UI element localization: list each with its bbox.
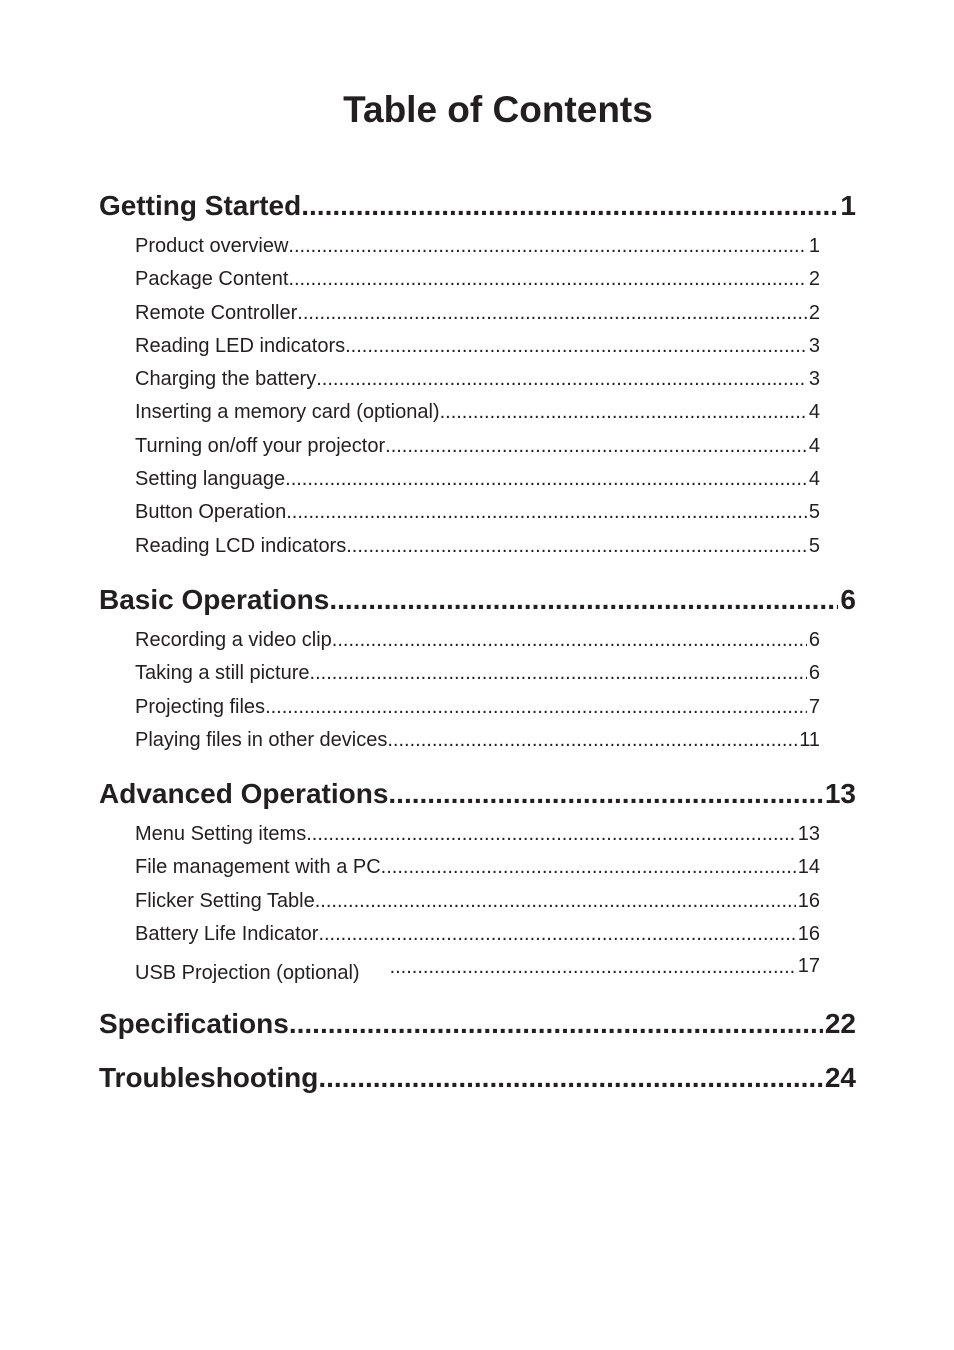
toc-item[interactable]	[135, 885, 820, 918]
dot-leader	[265, 691, 807, 724]
dot-leader	[310, 657, 807, 690]
item-label: Remote Controller	[135, 301, 298, 324]
dot-leader	[385, 430, 807, 463]
section-page-number: 6	[840, 583, 856, 615]
item-label: Turning on/off your projector	[135, 434, 386, 457]
toc-section-getting-started[interactable]	[99, 182, 856, 230]
toc-item[interactable]	[135, 818, 820, 851]
dot-leader	[301, 182, 838, 230]
toc-section-advanced-operations[interactable]	[99, 770, 856, 818]
toc-item[interactable]	[135, 691, 820, 724]
toc-item[interactable]	[135, 396, 820, 429]
dot-leader	[329, 576, 838, 624]
item-label: Inserting a memory card (optional)	[135, 401, 440, 424]
item-label: Battery Life Indicator	[135, 923, 319, 946]
item-page-number: 2	[808, 301, 820, 324]
item-page-number: 14	[797, 856, 820, 879]
dot-leader	[315, 885, 796, 918]
item-page-number: 13	[797, 823, 820, 846]
dot-leader	[289, 1000, 823, 1048]
toc-section-specifications[interactable]	[99, 1000, 856, 1048]
dot-leader	[345, 330, 807, 363]
dot-leader	[381, 851, 796, 884]
dot-leader	[286, 496, 807, 529]
toc-item[interactable]	[135, 530, 820, 563]
item-label: Recording a video clip	[135, 628, 332, 651]
dot-leader	[316, 363, 807, 396]
item-page-number: 5	[808, 534, 820, 557]
item-page-number: 11	[799, 728, 820, 751]
item-label: File management with a PC	[135, 856, 381, 879]
toc-item[interactable]	[135, 951, 820, 987]
toc-item[interactable]	[135, 496, 820, 529]
toc-sublist-getting-started	[135, 230, 820, 563]
item-page-number: 4	[808, 434, 820, 457]
dot-leader	[285, 463, 807, 496]
item-page-number: 3	[808, 368, 820, 391]
toc-item[interactable]	[135, 330, 820, 363]
toc-item[interactable]	[135, 430, 820, 463]
dot-leader	[346, 530, 807, 563]
dot-leader	[306, 818, 796, 851]
toc-sublist-basic-operations	[135, 624, 820, 757]
page-title: Table of Contents	[343, 89, 653, 130]
item-label: Reading LED indicators	[135, 334, 346, 357]
item-label: Menu Setting items	[135, 823, 307, 846]
section-title: Troubleshooting	[99, 1062, 319, 1094]
item-page-number: 5	[808, 501, 820, 524]
item-label: Setting language	[135, 468, 286, 491]
table-of-contents	[99, 182, 856, 1102]
item-page-number: 6	[808, 662, 820, 685]
dot-leader	[360, 949, 796, 985]
section-title: Basic Operations	[99, 583, 330, 615]
item-page-number: 1	[808, 235, 820, 257]
section-title: Getting Started	[99, 190, 302, 221]
item-label: Projecting files	[135, 695, 266, 718]
section-page-number: 22	[824, 1008, 856, 1040]
item-page-number: 17	[797, 955, 820, 978]
item-label: Charging the battery	[135, 368, 317, 391]
dot-leader	[288, 230, 806, 263]
toc-sublist-advanced-operations	[135, 818, 820, 987]
item-label: Product overview	[135, 235, 289, 257]
section-title: Specifications	[99, 1008, 289, 1040]
item-label: Flicker Setting Table	[135, 889, 315, 912]
item-label: Taking a still picture	[135, 662, 310, 685]
section-page-number: 13	[824, 778, 856, 810]
toc-section-basic-operations[interactable]	[99, 576, 856, 624]
dot-leader	[288, 263, 806, 296]
item-page-number: 6	[808, 628, 820, 651]
dot-leader	[318, 918, 795, 951]
section-page-number: 1	[840, 190, 856, 221]
dot-leader	[388, 770, 822, 818]
item-page-number: 4	[808, 468, 820, 491]
item-page-number: 16	[797, 889, 820, 912]
section-title: Advanced Operations	[99, 778, 389, 810]
toc-item[interactable]	[135, 918, 820, 951]
item-label: Package Content	[135, 268, 289, 291]
item-label: Playing files in other devices	[135, 728, 388, 751]
dot-leader	[387, 724, 797, 757]
toc-item[interactable]	[135, 230, 820, 263]
item-page-number: 4	[808, 401, 820, 424]
dot-leader	[318, 1054, 823, 1102]
section-page-number: 24	[824, 1062, 856, 1094]
item-page-number: 7	[808, 695, 820, 718]
toc-item[interactable]	[135, 297, 820, 330]
toc-section-troubleshooting[interactable]	[99, 1054, 856, 1102]
item-label: USB Projection (optional)	[135, 962, 360, 985]
item-page-number: 2	[808, 268, 820, 291]
toc-item[interactable]	[135, 624, 820, 657]
toc-item[interactable]	[135, 463, 820, 496]
toc-item[interactable]	[135, 657, 820, 690]
item-page-number: 3	[808, 334, 820, 357]
toc-item[interactable]	[135, 851, 820, 884]
toc-item[interactable]	[135, 263, 820, 296]
item-label: Reading LCD indicators	[135, 534, 347, 557]
toc-item[interactable]	[135, 363, 820, 396]
dot-leader	[440, 396, 807, 429]
toc-item[interactable]	[135, 724, 820, 757]
dot-leader	[297, 297, 807, 330]
item-label: Button Operation	[135, 501, 287, 524]
dot-leader	[332, 624, 807, 657]
item-page-number: 16	[797, 923, 820, 946]
